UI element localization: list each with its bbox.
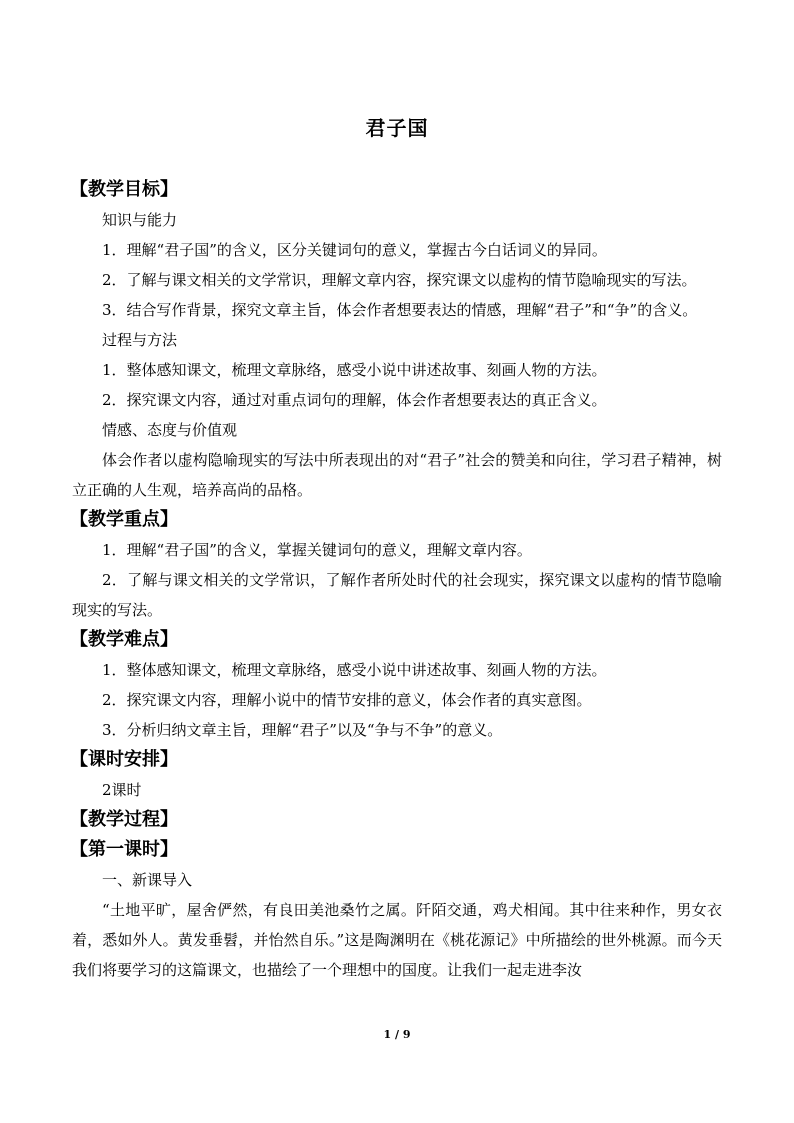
intro-paragraph: “土地平旷，屋舍俨然，有良田美池桑竹之属。阡陌交通，鸡犬相闻。其中往来种作，男女衣着，悉如外人。黄发垂髫，并怡然自乐。”这是陶渊明在《桃花源记》中所描绘的世外桃源。而今天我们将要学习的这篇课文，也描绘了一个理想中的国度。让我们一起走进李汝 [72,901,722,979]
document-title: 君子国 [365,116,429,140]
section-heading-objectives: 【教学目标】 [70,179,178,200]
page-number: 1 / 9 [383,1028,411,1041]
objective-process-1: 1．整体感知课文，梳理文章脉络，感受小说中讲述故事、刻画人物的方法。 [102,361,607,379]
schedule-value: 2课时 [102,781,142,799]
section-heading-key-points: 【教学重点】 [70,509,178,530]
step-heading-intro: 一、新课导入 [102,871,193,889]
subheading-knowledge: 知识与能力 [102,211,178,229]
objective-knowledge-3: 3．结合写作背景，探究文章主旨，体会作者想要表达的情感，理解“君子”和“争”的含义。 [102,301,698,319]
section-heading-difficulties: 【教学难点】 [70,629,178,650]
objective-emotion-1: 体会作者以虚构隐喻现实的写法中所表现出的对“君子”社会的赞美和向往，学习君子精神，树立正确的人生观，培养高尚的品格。 [72,451,722,499]
key-point-1: 1．理解“君子国”的含义，掌握关键词句的意义，理解文章内容。 [102,541,532,559]
section-heading-process: 【教学过程】 [70,809,178,830]
subheading-emotion: 情感、态度与价值观 [102,421,238,439]
key-point-2: 2．了解与课文相关的文学常识，了解作者所处时代的社会现实，探究课文以虚构的情节隐喻现实的写法。 [72,571,722,619]
objective-process-2: 2．探究课文内容，通过对重点词句的理解，体会作者想要表达的真正含义。 [102,391,607,409]
subheading-process: 过程与方法 [102,331,178,349]
objective-knowledge-1: 1．理解“君子国”的含义，区分关键词句的意义，掌握古今白话词义的异同。 [102,241,607,259]
difficulty-3: 3．分析归纳文章主旨，理解“君子”以及“争与不争”的意义。 [102,721,503,739]
section-heading-first-lesson: 【第一课时】 [70,839,178,860]
difficulty-1: 1．整体感知课文，梳理文章脉络，感受小说中讲述故事、刻画人物的方法。 [102,661,607,679]
section-heading-schedule: 【课时安排】 [70,749,178,770]
difficulty-2: 2．探究课文内容，理解小说中的情节安排的意义，体会作者的真实意图。 [102,691,592,709]
document-body [72,175,722,985]
objective-knowledge-2: 2．了解与课文相关的文学常识，理解文章内容，探究课文以虚构的情节隐喻现实的写法。 [102,271,697,289]
